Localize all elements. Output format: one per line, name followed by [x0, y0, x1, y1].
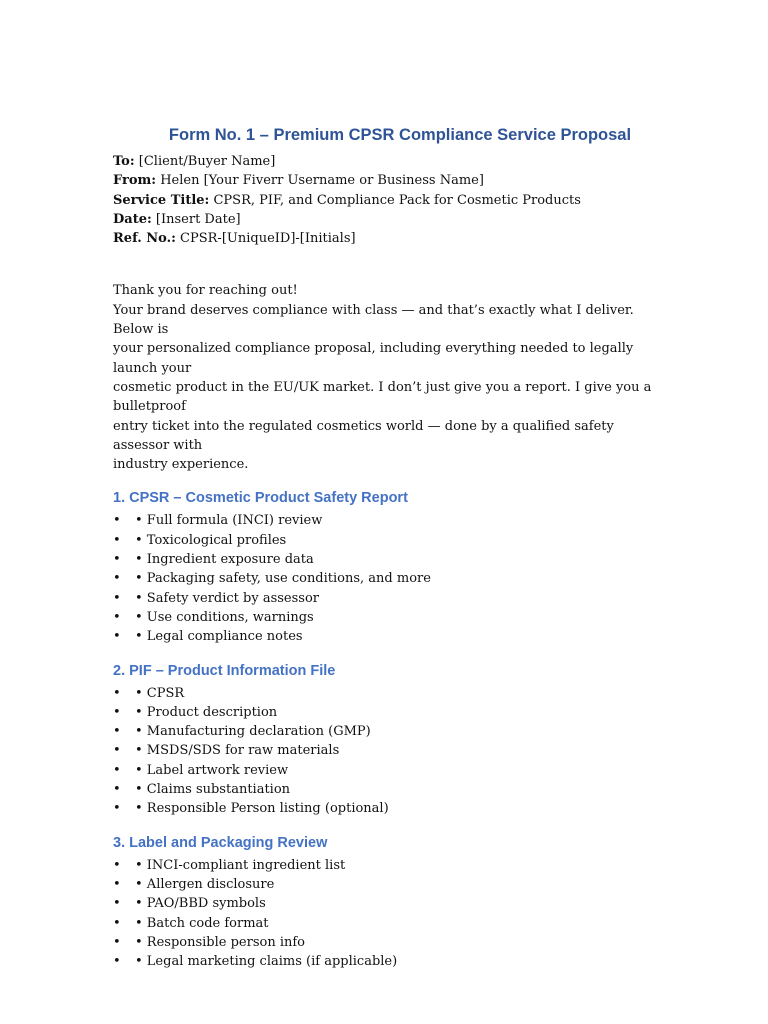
list-item	[113, 627, 673, 646]
list-item-text: • Toxicological profiles	[135, 532, 287, 548]
list-item	[113, 933, 673, 952]
list-item-text: • Responsible Person listing (optional)	[135, 801, 389, 817]
meta-value: [Insert Date]	[151, 211, 241, 227]
list-item-text: • Label artwork review	[135, 762, 289, 778]
bullet-icon: •	[113, 629, 121, 645]
list-item-text: • Batch code format	[135, 915, 269, 931]
bullet-icon: •	[113, 782, 121, 798]
intro-greeting: Thank you for reaching out!	[113, 283, 298, 299]
list-item-text: • CPSR	[135, 685, 185, 701]
intro-line: cosmetic product in the EU/UK market. I don’t just give you a report. I give you a bulletproof	[113, 379, 652, 415]
list-item-text: • INCI-compliant ingredient list	[135, 857, 346, 873]
meta-service-title	[113, 191, 673, 210]
list-item-text: • Allergen disclosure	[135, 876, 275, 892]
bullet-icon: •	[113, 915, 121, 931]
bullet-icon: •	[113, 590, 121, 606]
bullet-icon: •	[113, 609, 121, 625]
bullet-icon: •	[113, 513, 121, 529]
list-item-text: • Full formula (INCI) review	[135, 513, 323, 529]
list-item	[113, 703, 673, 722]
proposal-meta	[113, 152, 673, 248]
list-item-text: • Responsible person info	[135, 934, 306, 950]
list-item-text: • Manufacturing declaration (GMP)	[135, 724, 371, 740]
meta-ref-no	[113, 229, 673, 248]
list-item	[113, 722, 673, 741]
bullet-icon: •	[113, 934, 121, 950]
bullet-icon: •	[113, 896, 121, 912]
meta-label: To:	[113, 154, 135, 169]
list-item	[113, 684, 673, 703]
meta-date	[113, 210, 673, 229]
bullet-icon: •	[113, 876, 121, 892]
meta-value: CPSR, PIF, and Compliance Pack for Cosmetic Products	[209, 192, 581, 208]
list-item-text: • PAO/BBD symbols	[135, 896, 266, 912]
section-list-label-review	[113, 856, 673, 972]
list-item	[113, 952, 673, 971]
list-item-text: • Product description	[135, 704, 278, 720]
list-item-text: • Ingredient exposure data	[135, 552, 314, 568]
intro-line: your personalized compliance proposal, including everything needed to legally launch your	[113, 341, 634, 376]
list-item	[113, 511, 673, 530]
bullet-icon: •	[113, 762, 121, 778]
intro-paragraph	[113, 281, 673, 474]
list-item	[113, 780, 673, 799]
meta-to	[113, 152, 673, 171]
intro-line: entry ticket into the regulated cosmetics world — done by a qualified safety assessor with	[113, 418, 614, 453]
bullet-icon: •	[113, 801, 121, 817]
meta-label: From:	[113, 173, 157, 189]
list-item	[113, 741, 673, 760]
meta-label: Service Title:	[113, 192, 210, 208]
meta-value: [Client/Buyer Name]	[134, 154, 276, 169]
bullet-icon: •	[113, 571, 121, 587]
section-list-pif	[113, 684, 673, 819]
meta-label: Date:	[113, 211, 152, 227]
bullet-icon: •	[113, 954, 121, 970]
list-item-text: • Safety verdict by assessor	[135, 590, 319, 606]
bullet-icon: •	[113, 552, 121, 568]
bullet-icon: •	[113, 704, 121, 720]
section-list-cpsr	[113, 511, 673, 646]
list-item	[113, 894, 673, 913]
list-item	[113, 531, 673, 550]
list-item	[113, 914, 673, 933]
list-item	[113, 856, 673, 875]
meta-value: Helen [Your Fiverr Username or Business Name]	[156, 173, 484, 189]
list-item	[113, 608, 673, 627]
meta-label: Ref. No.:	[113, 231, 176, 247]
list-item-text: • Packaging safety, use conditions, and more	[135, 571, 431, 587]
intro-line: Your brand deserves compliance with class — and that’s exactly what I deliver. Below is	[113, 302, 634, 338]
document-page	[113, 124, 673, 971]
meta-from	[113, 171, 673, 190]
section-heading-label-review: 3. Label and Packaging Review	[113, 834, 328, 851]
intro-line: industry experience.	[113, 457, 249, 473]
list-item-text: • Legal marketing claims (if applicable)	[135, 954, 398, 970]
list-item	[113, 875, 673, 894]
list-item	[113, 799, 673, 818]
list-item-text: • Legal compliance notes	[135, 629, 303, 645]
list-item-text: • Use conditions, warnings	[135, 609, 314, 625]
bullet-icon: •	[113, 857, 121, 873]
list-item	[113, 761, 673, 780]
bullet-icon: •	[113, 685, 121, 701]
bullet-icon: •	[113, 743, 121, 759]
list-item	[113, 550, 673, 569]
meta-value: CPSR-[UniqueID]-[Initials]	[175, 231, 356, 247]
section-heading-pif: 2. PIF – Product Information File	[113, 662, 336, 679]
list-item-text: • Claims substantiation	[135, 782, 291, 798]
list-item-text: • MSDS/SDS for raw materials	[135, 743, 340, 759]
document-title: Form No. 1 – Premium CPSR Compliance Service Proposal	[168, 126, 632, 144]
section-heading-cpsr: 1. CPSR – Cosmetic Product Safety Report	[113, 490, 408, 507]
bullet-icon: •	[113, 532, 121, 548]
list-item	[113, 569, 673, 588]
bullet-icon: •	[113, 724, 121, 740]
list-item	[113, 589, 673, 608]
